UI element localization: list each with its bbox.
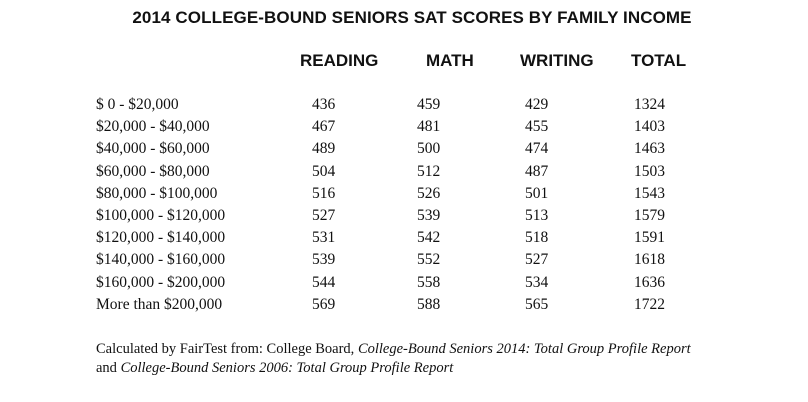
income-range: More than $200,000: [96, 295, 223, 313]
writing-score: 429: [525, 96, 549, 113]
total-score: 1579: [634, 206, 665, 224]
table-row: [0, 296, 808, 318]
income-range: $160,000 - $200,000: [96, 273, 226, 291]
source-note: [96, 340, 796, 378]
reading-score: 436: [312, 96, 336, 113]
reading-score: 504: [312, 162, 336, 180]
total-score: 1403: [634, 118, 665, 136]
total-score: 1543: [634, 184, 665, 202]
total-score: 1591: [634, 229, 665, 247]
writing-score: 534: [525, 273, 549, 291]
math-score: 459: [417, 96, 441, 113]
table-row: [0, 96, 808, 118]
math-score: 558: [417, 273, 441, 291]
table-row: [0, 251, 808, 273]
income-range: $ 0 - $20,000: [96, 96, 179, 113]
page-title: 2014 COLLEGE-BOUND SENIORS SAT SCORES BY FAMILY INCOME: [132, 8, 692, 27]
math-score: 526: [417, 184, 441, 202]
reading-score: 569: [312, 295, 336, 313]
score-table: [0, 96, 808, 318]
income-range: $120,000 - $140,000: [96, 229, 226, 247]
table-row: [0, 140, 808, 162]
table-row: [0, 274, 808, 296]
reading-score: 516: [312, 184, 336, 202]
math-score: 539: [417, 206, 441, 224]
table-row: [0, 207, 808, 229]
table-row: [0, 163, 808, 185]
writing-score: 527: [525, 251, 549, 269]
reading-score: 489: [312, 140, 336, 158]
writing-score: 501: [525, 184, 549, 202]
column-header-total: TOTAL: [631, 51, 687, 70]
math-score: 552: [417, 251, 441, 269]
income-range: $60,000 - $80,000: [96, 162, 210, 180]
reading-score: 467: [312, 118, 336, 136]
source-prefix: Calculated by FairTest from: College Board,: [96, 341, 358, 357]
total-score: 1722: [634, 295, 665, 313]
income-range: $80,000 - $100,000: [96, 184, 218, 202]
math-score: 588: [417, 295, 441, 313]
math-score: 512: [417, 162, 441, 180]
writing-score: 487: [525, 162, 549, 180]
column-header-math: MATH: [426, 51, 474, 70]
income-range: $20,000 - $40,000: [96, 118, 210, 136]
total-score: 1324: [634, 96, 665, 113]
writing-score: 513: [525, 206, 549, 224]
writing-score: 474: [525, 140, 549, 158]
total-score: 1618: [634, 251, 665, 269]
total-score: 1463: [634, 140, 665, 158]
math-score: 481: [417, 118, 441, 136]
column-header-reading: READING: [300, 51, 379, 70]
total-score: 1636: [634, 273, 665, 291]
reading-score: 539: [312, 251, 336, 269]
total-score: 1503: [634, 162, 665, 180]
income-range: $100,000 - $120,000: [96, 206, 226, 224]
math-score: 542: [417, 229, 441, 247]
reading-score: 527: [312, 206, 336, 224]
table-row: [0, 229, 808, 251]
income-range: $140,000 - $160,000: [96, 251, 226, 269]
table-row: [0, 185, 808, 207]
reading-score: 531: [312, 229, 336, 247]
writing-score: 565: [525, 295, 549, 313]
source-title-2006: College-Bound Seniors 2006: Total Group Profile Report: [120, 360, 454, 376]
table-row: [0, 118, 808, 140]
source-title-2014: College-Bound Seniors 2014: Total Group Profile Report: [357, 341, 691, 357]
column-header-writing: WRITING: [520, 51, 594, 70]
income-range: $40,000 - $60,000: [96, 140, 210, 158]
reading-score: 544: [312, 273, 336, 291]
math-score: 500: [417, 140, 441, 158]
writing-score: 518: [525, 229, 549, 247]
writing-score: 455: [525, 118, 549, 136]
source-joiner: and: [96, 360, 121, 376]
